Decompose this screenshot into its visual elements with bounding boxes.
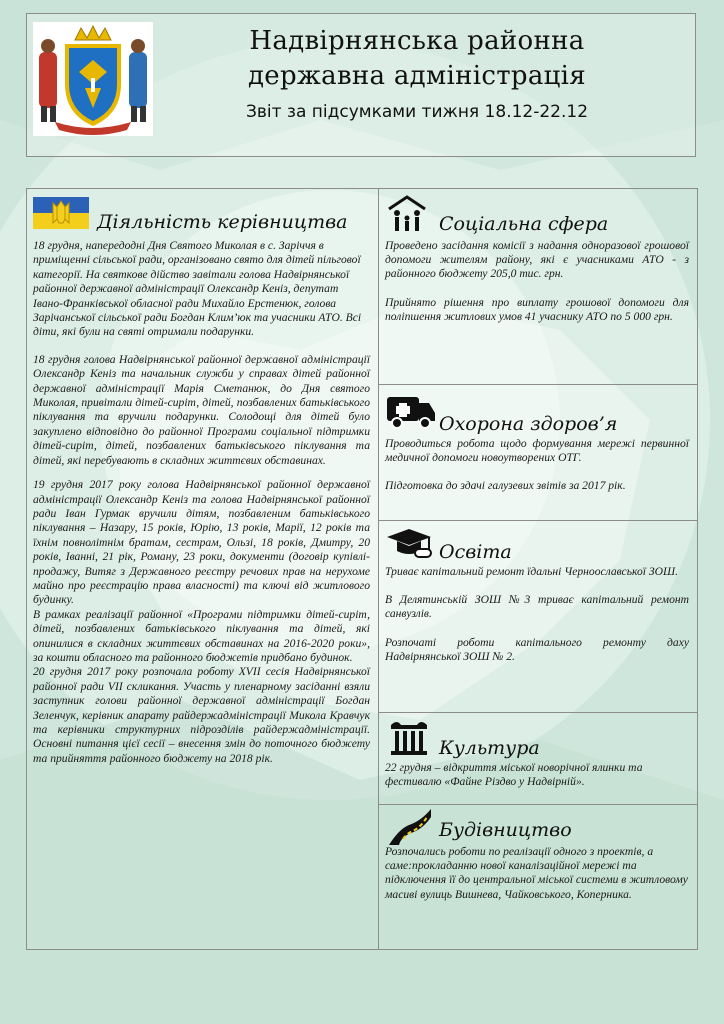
education-title: Освіта — [439, 541, 512, 563]
family-icon — [385, 193, 429, 238]
social-paragraph-2: Прийнято рішення про виплату грошової допомоги для поліпшення житлових умов 41 учаснику АТО по 5 000 грн. — [385, 295, 689, 323]
coat-of-arms-icon — [33, 22, 153, 136]
leadership-paragraph-4: В рамках реалізації районної «Програми підтримки дітей-сиріт, дітей, позбавлених батьківського піклування та дітей, які опинилися в складних життєвих обставинах на 2016-2020 роки», за кошти обласного та районного бюджетів придбано будинок. — [33, 607, 370, 664]
education-paragraph-2: В Делятинській ЗОШ №3 триває капітальний ремонт санвузлів. — [385, 593, 689, 621]
leadership-paragraph-3: 19 грудня 2017 року голова Надвірнянської районної державної адміністрації Олександр Кеніз та голова Надвірнянської районної ради Іван Гурмак вручили дітям, позбавленим батьківського піклування – Назару, 15 років, Юрію, 13 років, Марії, 12 років та їхнім повнолітнім братам, сестрам, Ользі, 18 років, Дмитру, 20 років, Іванні, 21 рік, Роману, 23 роки, документи (договір купівлі-продажу, Витяг з Державного реєстру речових прав на нерухоме майно про реєстрацію права власності) та ключі від житлового будинку. — [33, 478, 370, 607]
column-icon — [387, 717, 431, 762]
construction-title: Будівництво — [439, 819, 572, 841]
leadership-paragraph-1: 18 грудня, напередодні Дня Святого Миколая в с. Заріччя в приміщенні сільської ради, організовано свято для дітей пільгової категорії. На святкове дійство завітали голова Надвірнянської районної державної адміністрації Олександр Кеніз, депутат Івано-Франківської обласної ради Михайло Ерстенюк, голова Зарічанської сільської ради Богдан Клим’юк та учасники АТО. Всі діти, які були на святі отримали подарунки. — [33, 239, 362, 339]
social-section — [379, 189, 697, 385]
page-title-line-1: Надвірнянська районна — [249, 26, 585, 56]
social-title: Соціальна сфера — [439, 213, 609, 235]
education-paragraph-3: Розпочаті роботи капітального ремонту даху Надвірнянської ЗОШ № 2. — [385, 635, 689, 663]
leadership-title: Діяльність керівництва — [97, 211, 348, 233]
leadership-paragraph-5: 20 грудня 2017 року розпочала роботу XVII сесія Надвірнянської районної ради VII скликання. Участь у пленарному засіданні взяли заступник голови районної державної адміністрації Богдан Зеленчук, керівник апарату райдержадміністрації Микола Кравчук та керівники структурних підрозділів райдержадміністрації. Основні питання цієї сесії – внесення змін до поточного бюджету та прийняття районного бюджету на 2018 рік. — [33, 665, 370, 765]
header — [26, 13, 696, 157]
construction-paragraph-1: Розпочались роботи по реалізації одного з проектів, а саме:прокладанню нової каналізаційної мережі та підключення її до центральної міської системи в житловому масиві вулиць Вишнева, Чайковського, Коперника. — [385, 845, 688, 901]
report-content — [26, 188, 698, 950]
page-subtitle: Звіт за підсумками тижня 18.12-22.12 — [245, 102, 589, 122]
social-paragraph-1: Проведено засідання комісії з надання одноразової грошової допомоги жителям району, які є учасниками АТО - з районного бюджету 205,0 тис. грн. — [385, 239, 689, 281]
sectors-column — [379, 189, 697, 949]
page-title-line-2: державна адміністрація — [247, 61, 586, 91]
health-paragraph-1: Проводиться робота щодо формування мережі первинної медичної допомоги новоутворених ОТГ. — [385, 437, 689, 465]
health-paragraph-2: Підготовка до здачі галузевих звітів за 2017 рік. — [385, 479, 626, 493]
ukraine-flag-trident-icon — [33, 193, 89, 238]
ambulance-icon — [385, 391, 437, 436]
leadership-paragraph-2: 18 грудня голова Надвірнянської районної державної адміністрації Олександр Кеніз та начальник служби у справах дітей районної державної адміністрації Марія Сметанюк, до Дня святого Миколая, привітали дітей-сиріт, дітей, позбавлених батьківського піклування та вручили подарунки. Солодощі для дітей було закуплено відповідно до районної Програми соціальної підтримки дітей-сиріт, дітей, позбавлених батьківського піклування та дітей, які перебувають в складних життєвих обставинах. — [33, 352, 370, 467]
health-title: Охорона здоров’я — [439, 413, 618, 435]
education-section — [379, 521, 697, 713]
culture-paragraph-1: 22 грудня – відкриття міської новорічної ялинки та фестивалю «Файне Різдво у Надвірній». — [385, 761, 643, 789]
education-paragraph-1: Триває капітальний ремонт їдальні Черноославської ЗОШ. — [385, 565, 678, 578]
health-section — [379, 385, 697, 521]
leadership-section — [27, 189, 379, 949]
road-icon — [385, 807, 433, 852]
construction-section — [379, 805, 697, 949]
culture-title: Культура — [439, 737, 540, 759]
graduation-cap-icon — [385, 525, 435, 566]
culture-section — [379, 713, 697, 805]
